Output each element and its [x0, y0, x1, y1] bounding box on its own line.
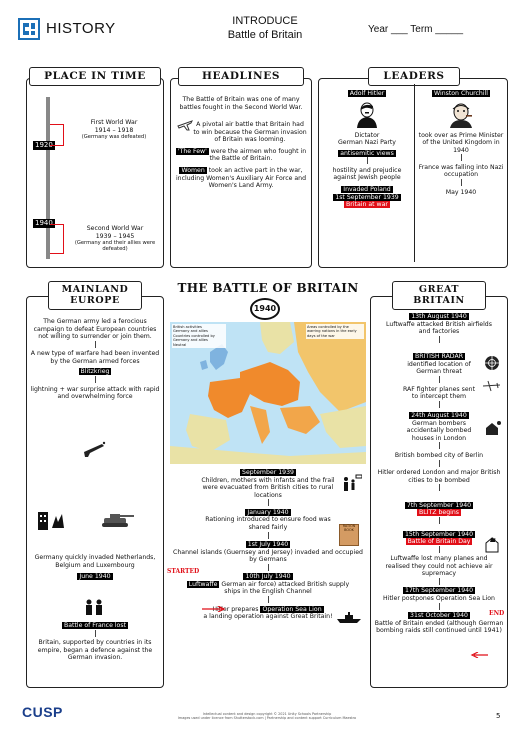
hitler-poland1: Invaded Poland	[343, 185, 391, 193]
footer-credits	[150, 712, 384, 721]
legend-4: Neutral	[173, 342, 187, 347]
mainland-p4: Germany quickly invaded Netherlands, Belgium and Luxembourg	[34, 554, 156, 569]
sep15-text: Luftwaffe lost many planes and realised they could not achieve air supremacy	[385, 555, 493, 578]
headline-p2: A pivotal air battle that Britain had to win because the German invasion of Britain was looming.	[193, 121, 307, 144]
aug13-1940: 13th August 1940	[411, 313, 467, 320]
ww2-title: Second World War	[86, 225, 144, 232]
leaders-divider	[414, 84, 415, 262]
logo-icon	[18, 18, 40, 40]
jan-1940-text: Rationing introduced to ensure food was shared fairly	[205, 516, 331, 531]
end-arrow-icon	[470, 652, 488, 661]
women-highlight: Women	[181, 166, 205, 174]
blitz-fire-icon	[483, 533, 501, 556]
ship-icon	[336, 612, 362, 627]
timeline-center	[167, 469, 366, 621]
few-highlight: 'The Few'	[177, 147, 207, 155]
ww2-bracket	[50, 224, 64, 254]
place-in-time-title: PLACE IN TIME	[29, 67, 161, 86]
jul10-1940: 10th July 1940	[245, 573, 291, 581]
few-text: were the airmen who fought in the Battle of Britain.	[208, 147, 307, 163]
ration-book-label: RATION BOOK	[342, 524, 356, 532]
headline-women	[175, 167, 307, 190]
aug24-text: German bombers accidentally bombed houses in London	[406, 419, 472, 442]
legend-3: Countries controlled by Germany and allies	[173, 333, 215, 343]
page-number: 5	[496, 712, 501, 720]
ww2-dates: 1939 – 1945	[95, 232, 135, 240]
subject-title: HISTORY	[46, 20, 116, 37]
ww1-bracket	[50, 124, 64, 146]
year-badge: 1940	[250, 298, 280, 320]
map-legend	[172, 324, 226, 348]
title-line2: Battle of Britain	[227, 29, 303, 42]
gb-title2: BRITAIN	[413, 295, 465, 307]
year-1940: 1940	[35, 219, 53, 227]
page-title	[195, 14, 335, 43]
center-title: THE BATTLE OF BRITAIN	[177, 281, 359, 295]
mainland-p2: A new type of warfare had been invented by the German armed forces	[30, 350, 160, 365]
churchill-p1: took over as Prime Minister of the United Kingdom in 1940	[418, 131, 504, 154]
map-legend-right: Areas controlled by the warring nations in the early days of the war	[306, 324, 364, 339]
sep-1939: September 1939	[242, 469, 294, 476]
battle-of-britain-day: Battle of Britain Day	[407, 538, 471, 546]
leaders-title: LEADERS	[368, 67, 460, 86]
jul10-text: German air force) attacked British supply ships in the English Channel	[219, 580, 350, 596]
churchill-name: Winston Churchill	[434, 90, 488, 97]
fighter-plane-icon	[482, 380, 502, 395]
sealion-pre: Hitler prepares	[212, 605, 261, 613]
year-1920: 1920	[35, 141, 53, 149]
blitzkrieg-label: Blitzkrieg	[80, 368, 110, 376]
luftwaffe-highlight: Luftwaffe	[188, 580, 218, 588]
mainland-body3	[29, 622, 161, 662]
hitler-views-desc: hostility and prejudice against Jewish people	[332, 166, 402, 182]
gb-title	[392, 281, 486, 310]
blitz-begins: BLITZ begins	[418, 509, 460, 517]
france-lost: Battle of France lost	[63, 622, 126, 629]
hitler-role1: Dictator	[354, 131, 380, 139]
gun-icon	[82, 440, 108, 461]
sep17-1940: 17th September 1940	[404, 587, 474, 595]
soldiers-icon	[84, 599, 104, 618]
mainland-title	[48, 281, 142, 310]
evacuees-icon	[340, 471, 362, 496]
bombed-building-icon	[36, 508, 70, 533]
ww1-dates: 1914 – 1918	[94, 126, 134, 134]
hitler-name: Adolf Hitler	[349, 90, 385, 97]
hitler-portrait-icon	[356, 102, 378, 128]
sealion-post: a landing operation against Great Britain!	[203, 613, 333, 621]
started-label: STARTED	[167, 568, 200, 576]
mainland-title2: EUROPE	[70, 295, 120, 307]
cusp-logo: CUSP	[22, 704, 63, 720]
churchill-column	[417, 90, 505, 196]
ration-book-icon	[339, 524, 359, 546]
jan-1940: January 1940	[247, 508, 289, 516]
ww1-note: (Germany was defeated)	[81, 134, 147, 141]
june-1940: June 1940	[79, 573, 111, 581]
churchill-p2: France was falling into Nazi occupation	[418, 163, 504, 179]
headlines-body	[175, 96, 307, 190]
year-term: Year ___ Term _____	[368, 24, 464, 35]
end-label: END	[489, 610, 505, 618]
legend-1: British activities	[173, 325, 202, 329]
berlin-text: British bombed city of Berlin	[394, 452, 484, 459]
europe-map	[170, 322, 366, 464]
hitler-order-text: Hitler ordered London and major British cities to be bombed	[377, 469, 501, 484]
mainland-p1: The German army led a ferocious campaign to defeat European countries not willing to surrender or join them.	[33, 318, 157, 341]
britain-at-war: Britain at war	[346, 201, 388, 209]
legend-2: Germany and allies	[173, 329, 208, 334]
churchill-date: May 1940	[445, 188, 477, 196]
sep-1939-text: Children, mothers with infants and the frail were evacuated from British cities to rural locations	[201, 476, 335, 499]
sep7-1940: 7th September 1940	[406, 501, 472, 509]
gb-title1: GREAT	[418, 284, 460, 295]
hitler-role2: German Nazi Party	[338, 139, 396, 147]
headlines-title: HEADLINES	[178, 67, 304, 86]
footer-credit2: Images used under licence from Shutterstock.com | Partnership and content support Curriculum Maestro	[177, 716, 357, 721]
aug24-1940: 24th August 1940	[411, 412, 467, 420]
spitfire-icon	[176, 117, 194, 136]
title-line1: INTRODUCE	[232, 15, 298, 27]
british-radar: BRITISH RADAR	[415, 353, 463, 361]
jul1-1940: 1st July 1940	[247, 541, 289, 549]
aug13-text: Luftwaffe attacked British airfields and factories	[386, 320, 492, 336]
ww1-info	[68, 119, 160, 140]
raf-text: RAF fighter planes sent to intercept them	[402, 385, 476, 401]
radar-text: identified location of German threat	[407, 360, 471, 376]
hitler-views: antisemitic views	[340, 149, 394, 157]
jul10-line	[170, 581, 366, 596]
oct31-text: Battle of Britain ended (although German bombing raids still continued until 1941)	[374, 619, 504, 635]
churchill-portrait-icon	[449, 102, 473, 128]
sealion-highlight: Operation Sea Lion	[262, 605, 322, 613]
hitler-column	[321, 90, 413, 209]
ww1-title: First World War	[90, 119, 138, 126]
mainland-p3: lightning + war surprise attack with rapid and overwhelming force	[30, 385, 160, 401]
footer-credit1: Intellectual content and design copyright © 2021 Unity Schools Partnership	[202, 712, 332, 716]
started-arrow-icon	[202, 606, 226, 615]
headline-p1: The Battle of Britain was one of many battles fought in the Second World War.	[179, 96, 303, 111]
jul1-1940-text: Channel islands (Guernsey and Jersey) invaded and occupied by Germans	[173, 548, 363, 564]
mainland-body	[29, 318, 161, 401]
sep15-1940: 15th September 1940	[404, 530, 474, 538]
headline-few	[175, 148, 307, 163]
radar-icon	[484, 355, 500, 374]
sep17-text: Hitler postpones Operation Sea Lion	[383, 595, 495, 602]
mainland-p5: Britain, supported by countries in its empire, began a defence against the German invasion.	[37, 639, 153, 662]
ww2-info	[68, 225, 162, 253]
mainland-body2	[29, 554, 161, 581]
ww2-note: (Germany and their allies were defeated)	[74, 240, 156, 253]
tank-icon	[98, 512, 138, 531]
bombed-house-icon	[484, 420, 502, 439]
women-text: took an active part in the war, including Women's Auxiliary Air Force and Women's Land Army.	[175, 166, 307, 190]
oct31-1940: 31st October 1940	[410, 612, 468, 620]
hitler-poland2: 1st September 1939	[335, 193, 399, 201]
mainland-title1: MAINLAND	[61, 284, 129, 295]
